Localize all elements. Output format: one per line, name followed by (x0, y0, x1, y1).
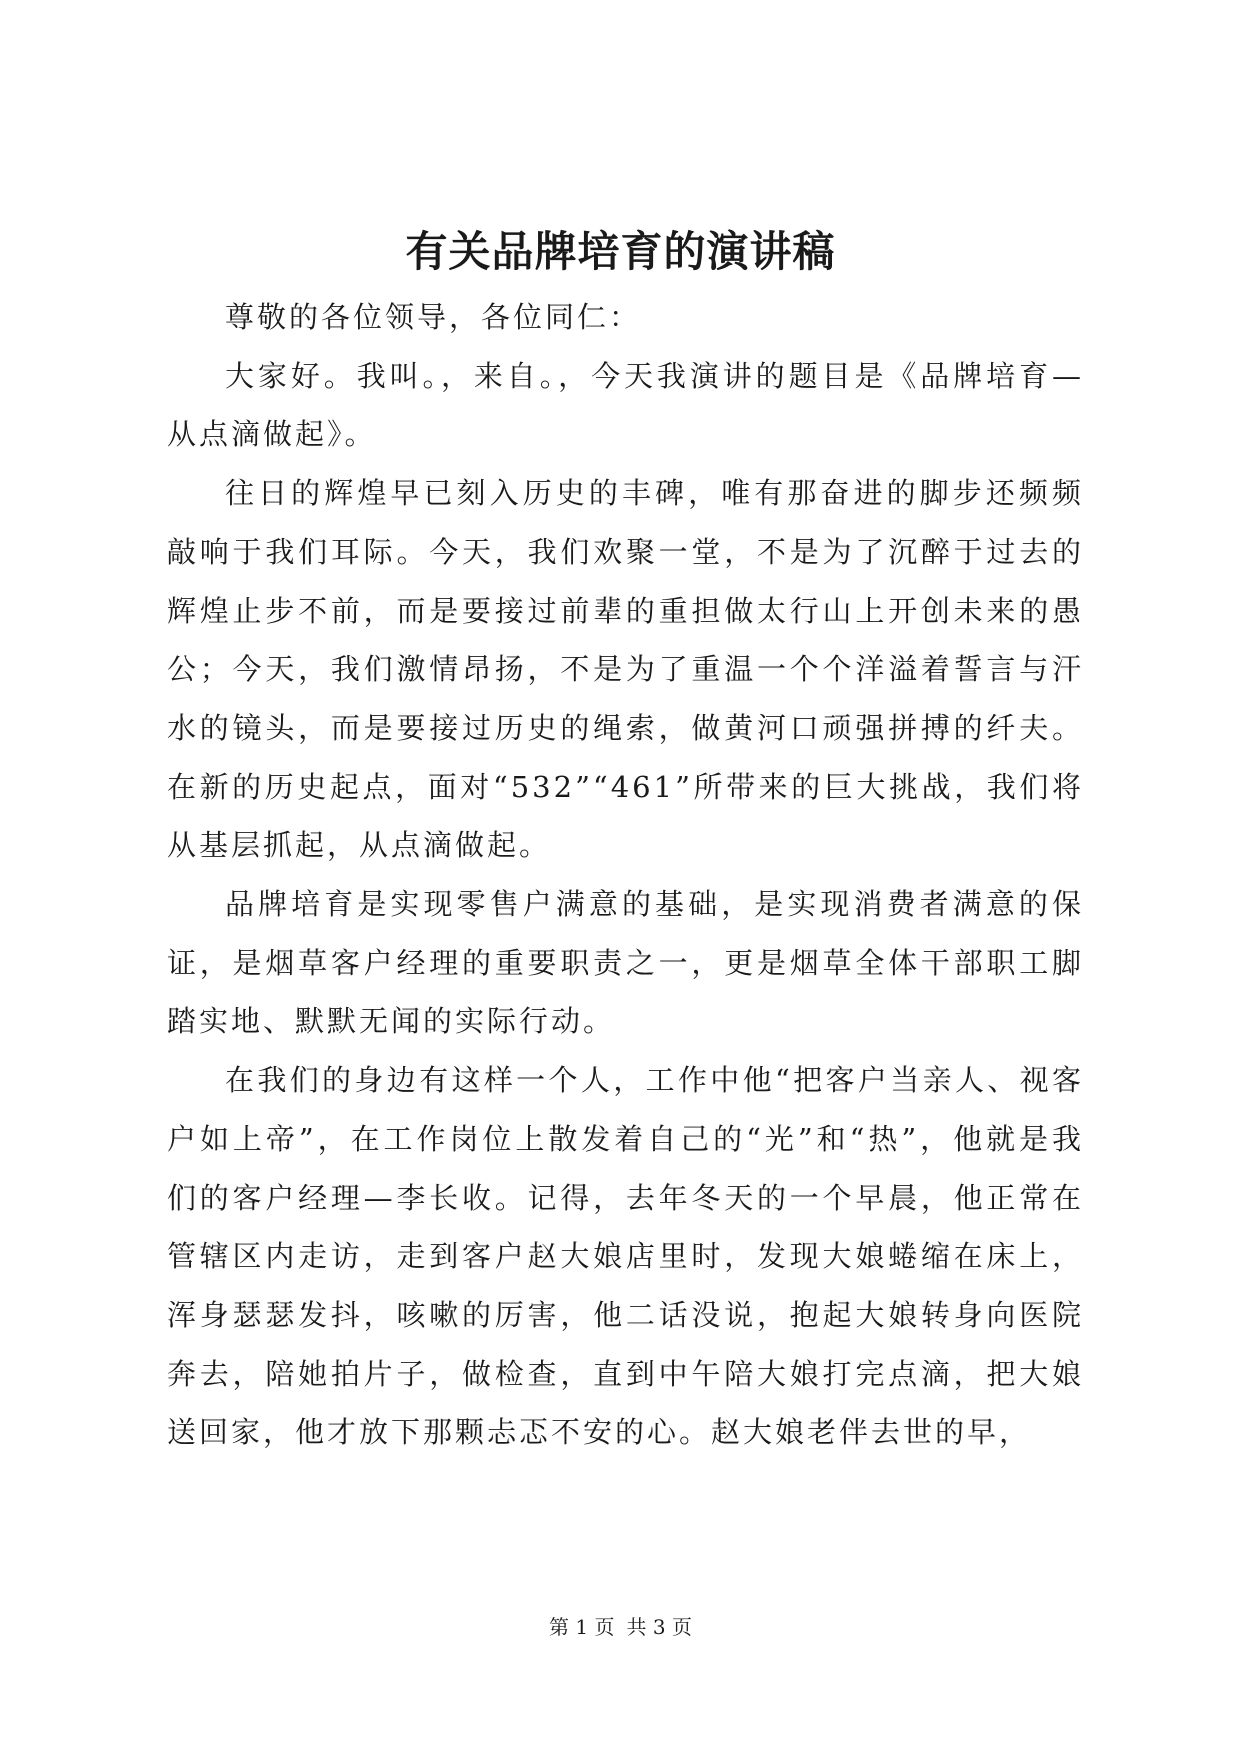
document-body (167, 288, 1084, 1462)
paragraph-salutation: 尊敬的各位领导，各位同仁： (225, 300, 642, 334)
page-footer (0, 1612, 1241, 1642)
page-total: 共 3 页 (626, 1615, 692, 1639)
document-title: 有关品牌培育的演讲稿 (405, 227, 836, 276)
paragraph-introduction: 大家好。我叫。，来自。，今天我演讲的题目是《品牌培育—从点滴做起》。 (167, 358, 1084, 452)
paragraph-history: 往日的辉煌早已刻入历史的丰碑，唯有那奋进的脚步还频频敲响于我们耳际。今天，我们欢聚一堂，不是为了沉醉于过去的辉煌止步不前，而是要接过前辈的重担做太行山上开创未来的愚公；今天，我们激情昂扬，不是为了重温一个个洋溢着誓言与汗水的镜头，而是要接过历史的绳索，做黄河口顽强拼搏的纤夫。在新的历史起点，面对“532”“461”所带来的巨大挑战，我们将从基层抓起，从点滴做起。 (167, 476, 1084, 863)
page-number: 第 1 页 (549, 1615, 615, 1639)
paragraph-story: 在我们的身边有这样一个人，工作中他“把客户当亲人、视客户如上帝”，在工作岗位上散发着自己的“光”和“热”，他就是我们的客户经理—李长收。记得，去年冬天的一个早晨，他正常在管辖区内走访，走到客户赵大娘店里时，发现大娘蜷缩在床上，浑身瑟瑟发抖，咳嗽的厉害，他二话没说，抱起大娘转身向医院奔去，陪她拍片子，做检查，直到中午陪大娘打完点滴，把大娘送回家，他才放下那颗忐忑不安的心。赵大娘老伴去世的早， (167, 1063, 1084, 1450)
paragraph-brand-cultivation: 品牌培育是实现零售户满意的基础，是实现消费者满意的保证，是烟草客户经理的重要职责之一，更是烟草全体干部职工脚踏实地、默默无闻的实际行动。 (167, 887, 1084, 1039)
